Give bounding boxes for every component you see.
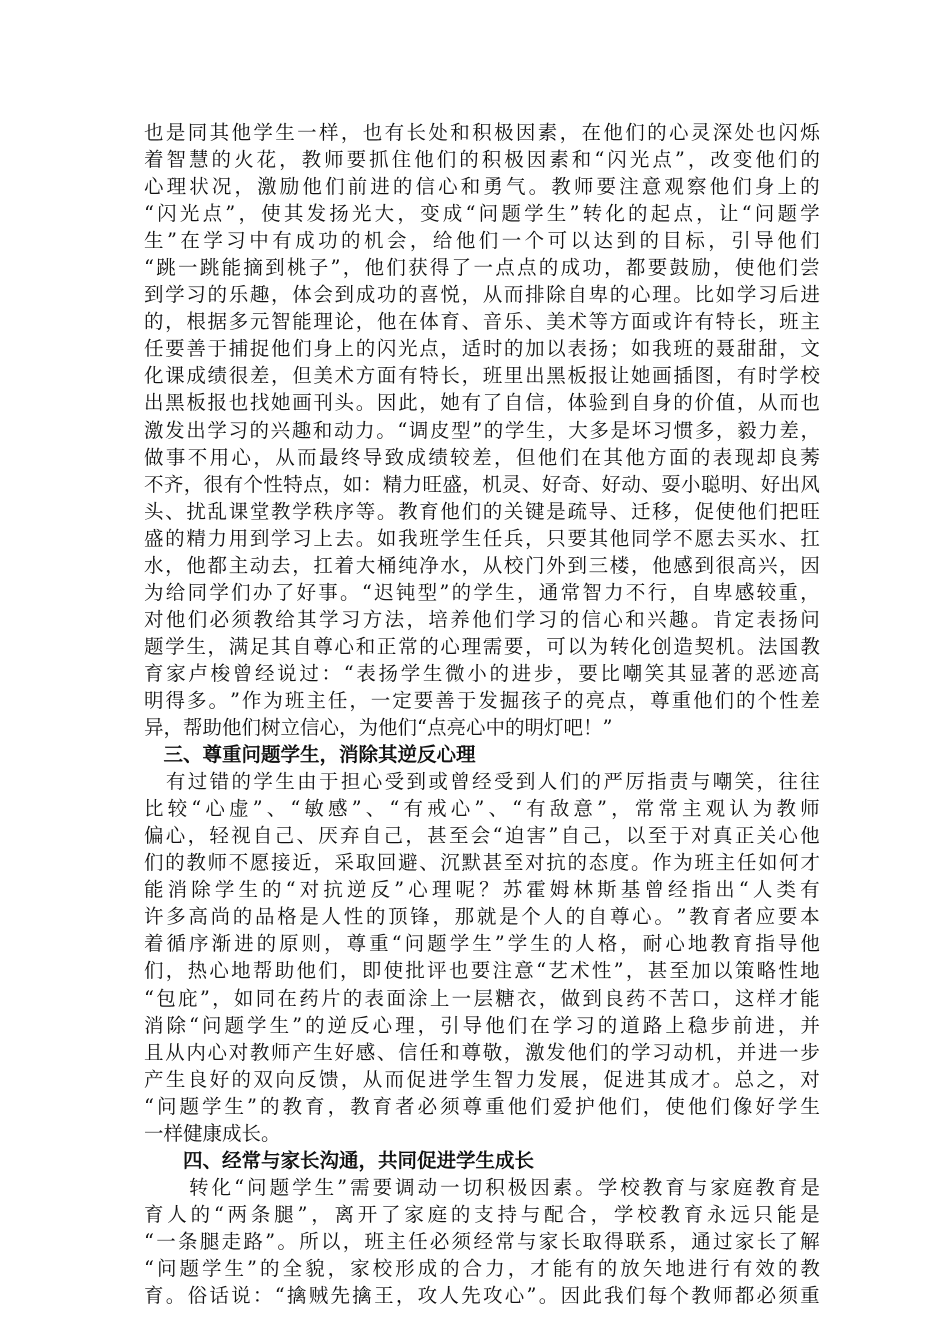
text-line: 激 发 出 学 习 的 兴 趣 和 动 力 。 “ 调 皮 型 ” 的 学 生 ， 大 多 是 坏 习 惯 多 ， 毅 力 差 ， [144, 418, 820, 442]
text-line: 明 得 多 。 ” 作 为 班 主 任 ， 一 定 要 善 于 发 掘 孩 子 的 亮 点 ， 尊 重 他 们 的 个 性 差 [144, 688, 820, 712]
text-line: 为 给 同 学 们 办 了 好 事 。 “ 迟 钝 型 ” 的 学 生 ， 通 常 智 力 不 行 ， 自 卑 感 较 重 ， [144, 580, 820, 604]
text-line: 偏 心 ， 轻 视 自 己 、 厌 弃 自 己 ， 甚 至 会 “ 迫 害 ” 自 己 ， 以 至 于 对 真 正 关 心 他 [144, 824, 820, 848]
text-line: 有 过 错 的 学 生 由 于 担 心 受 到 或 曾 经 受 到 人 们 的 严 厉 指 责 与 嘲 笑 ， 往 往 [165, 770, 820, 794]
text-line: 着 智 慧 的 火 花 ， 教 师 要 抓 住 他 们 的 积 极 因 素 和 “ 闪 光 点 ” ， 改 变 他 们 的 [144, 148, 820, 172]
text-line: 育 人 的 “ 两 条 腿 ” ， 离 开 了 家 庭 的 支 持 与 配 合 ， 学 校 教 育 永 远 只 能 是 [144, 1202, 820, 1226]
text-line: 任 要 善 于 捕 捉 他 们 身 上 的 闪 光 点 ， 适 时 的 加 以 表 扬 ； 如 我 班 的 聂 甜 甜 ， 文 [144, 337, 820, 361]
text-line: 题 学 生 ， 满 足 其 自 尊 心 和 正 常 的 心 理 需 要 ， 可 以 为 转 化 创 造 契 机 。 法 国 教 [144, 634, 820, 658]
text-line: “ 闪 光 点 ” ， 使 其 发 扬 光 大 ， 变 成 “ 问 题 学 生 ” 转 化 的 起 点 ， 让 “ 问 题 学 [144, 202, 820, 226]
text-line: “ 问 题 学 生 ” 的 教 育 ， 教 育 者 必 须 尊 重 他 们 爱 护 他 们 ， 使 他 们 像 好 学 生 [144, 1094, 820, 1118]
text-line: 头 、 扰 乱 课 堂 教 学 秩 序 等 。 教 育 他 们 的 关 键 是 疏 导 、 迁 移 ， 促 使 他 们 把 旺 [144, 499, 820, 523]
text-line: 做 事 不 用 心 ， 从 而 最 终 导 致 成 绩 较 差 ， 但 他 们 在 其 他 方 面 的 表 现 却 良 莠 [144, 445, 820, 469]
text-line: 到 学 习 的 乐 趣 ， 体 会 到 成 功 的 喜 悦 ， 从 而 排 除 自 卑 的 心 理 。 比 如 学 习 后 进 [144, 283, 820, 307]
text-line: 的 ， 根 据 多 元 智 能 理 论 ， 他 在 体 育 、 音 乐 、 美 术 等 方 面 或 许 有 特 长 ， 班 主 [144, 310, 820, 334]
text-line: 心 理 状 况 ， 激 励 他 们 前 进 的 信 心 和 勇 气 。 教 师 要 注 意 观 察 他 们 身 上 的 [144, 175, 820, 199]
text-line: 一样健康成长。 [144, 1121, 281, 1145]
text-line: 对 他 们 必 须 教 给 其 学 习 方 法 ， 培 养 他 们 学 习 的 信 心 和 兴 趣 。 肯 定 表 扬 问 [144, 607, 820, 631]
text-line: 育 。 俗 话 说 ： “ 擒 贼 先 擒 王 ， 攻 人 先 攻 心 ” 。 因 此 我 们 每 个 教 师 都 必 须 重 [144, 1284, 820, 1308]
text-line: 能 消 除 学 生 的 “ 对 抗 逆 反 ” 心 理 呢 ？ 苏 霍 姆 林 斯 基 曾 经 指 出 “ 人 类 有 [144, 878, 820, 902]
text-line: 转 化 “ 问 题 学 生 ” 需 要 调 动 一 切 积 极 因 素 。 学 校 教 育 与 家 庭 教 育 是 [189, 1175, 820, 1199]
body-text [144, 119, 820, 1309]
text-line: 消 除 “ 问 题 学 生 ” 的 逆 反 心 理 ， 引 导 他 们 在 学 习 的 道 路 上 稳 步 前 进 ， 并 [144, 1013, 820, 1037]
text-line: 盛 的 精 力 用 到 学 习 上 去 。 如 我 班 学 生 任 兵 ， 只 要 其 他 同 学 不 愿 去 买 水 、 扛 [144, 526, 820, 550]
text-line: 不 齐 ， 很 有 个 性 特 点 ， 如 ： 精 力 旺 盛 ， 机 灵 、 好 奇 、 好 动 、 耍 小 聪 明 、 好 出 风 [144, 472, 820, 496]
text-line: 着 循 序 渐 进 的 原 则 ， 尊 重 “ 问 题 学 生 ” 学 生 的 人 格 ， 耐 心 地 教 育 指 导 他 [144, 932, 820, 956]
text-line: 们 ， 热 心 地 帮 助 他 们 ， 即 使 批 评 也 要 注 意 “ 艺 术 性 ” ， 甚 至 加 以 策 略 性 地 [144, 959, 820, 983]
text-line: “ 跳 一 跳 能 摘 到 桃 子 ” ， 他 们 获 得 了 一 点 点 的 成 功 ， 都 要 鼓 励 ， 使 他 们 尝 [144, 256, 820, 280]
text-line: 产 生 良 好 的 双 向 反 馈 ， 从 而 促 进 学 生 智 力 发 展 ， 促 进 其 成 才 。 总 之 ， 对 [144, 1067, 820, 1091]
text-line: 出 黑 板 报 也 找 她 画 刊 头 。 因 此 ， 她 有 了 自 信 ， 体 验 到 自 身 的 价 值 ， 从 而 也 [144, 391, 820, 415]
text-line: “ 包 庇 ” ， 如 同 在 药 片 的 表 面 涂 上 一 层 糖 衣 ， 做 到 良 药 不 苦 口 ， 这 样 才 能 [144, 986, 820, 1010]
text-line: 生 ” 在 学 习 中 有 成 功 的 机 会 ， 给 他 们 一 个 可 以 达 到 的 目 标 ， 引 导 他 们 [144, 229, 820, 253]
text-line: “ 问 题 学 生 ” 的 全 貌 ， 家 校 形 成 的 合 力 ， 才 能 有 的 放 矢 地 进 行 有 效 的 教 [144, 1256, 820, 1280]
section-heading: 三、尊重问题学生，消除其逆反心理 [144, 743, 476, 767]
text-line: 异，帮助他们树立信心，为他们“点亮心中的明灯吧！” [144, 716, 613, 740]
text-line: 也 是 同 其 他 学 生 一 样 ， 也 有 长 处 和 积 极 因 素 ， 在 他 们 的 心 灵 深 处 也 闪 烁 [144, 121, 820, 144]
section-heading: 四、经常与家长沟通，共同促进学生成长 [144, 1148, 535, 1172]
text-line: 且 从 内 心 对 教 师 产 生 好 感 、 信 任 和 尊 敬 ， 激 发 他 们 的 学 习 动 机 ， 并 进 一 步 [144, 1040, 820, 1064]
text-line: 比 较 “ 心 虚 ” 、 “ 敏 感 ” 、 “ 有 戒 心 ” 、 “ 有 敌 意 ” ， 常 常 主 观 认 为 教 师 [144, 797, 820, 821]
text-line: 水 ， 他 都 主 动 去 ， 扛 着 大 桶 纯 净 水 ， 从 校 门 外 到 三 楼 ， 他 感 到 很 高 兴 ， 因 [144, 553, 820, 577]
text-line: 们 的 教 师 不 愿 接 近 ， 采 取 回 避 、 沉 默 甚 至 对 抗 的 态 度 。 作 为 班 主 任 如 何 才 [144, 851, 820, 875]
text-line: 许 多 高 尚 的 品 格 是 人 性 的 顶 锋 ， 那 就 是 个 人 的 自 尊 心 。 ” 教 育 者 应 要 本 [144, 905, 820, 929]
text-line: “ 一 条 腿 走 路 ” 。 所 以 ， 班 主 任 必 须 经 常 与 家 长 取 得 联 系 ， 通 过 家 长 了 解 [144, 1229, 820, 1253]
text-line: 化 课 成 绩 很 差 ， 但 美 术 方 面 有 特 长 ， 班 里 出 黑 板 报 让 她 画 插 图 ， 有 时 学 校 [144, 364, 820, 388]
text-line: 育 家 卢 梭 曾 经 说 过 ： “ 表 扬 学 生 微 小 的 进 步 ， 要 比 嘲 笑 其 显 著 的 恶 迹 高 [144, 661, 820, 685]
